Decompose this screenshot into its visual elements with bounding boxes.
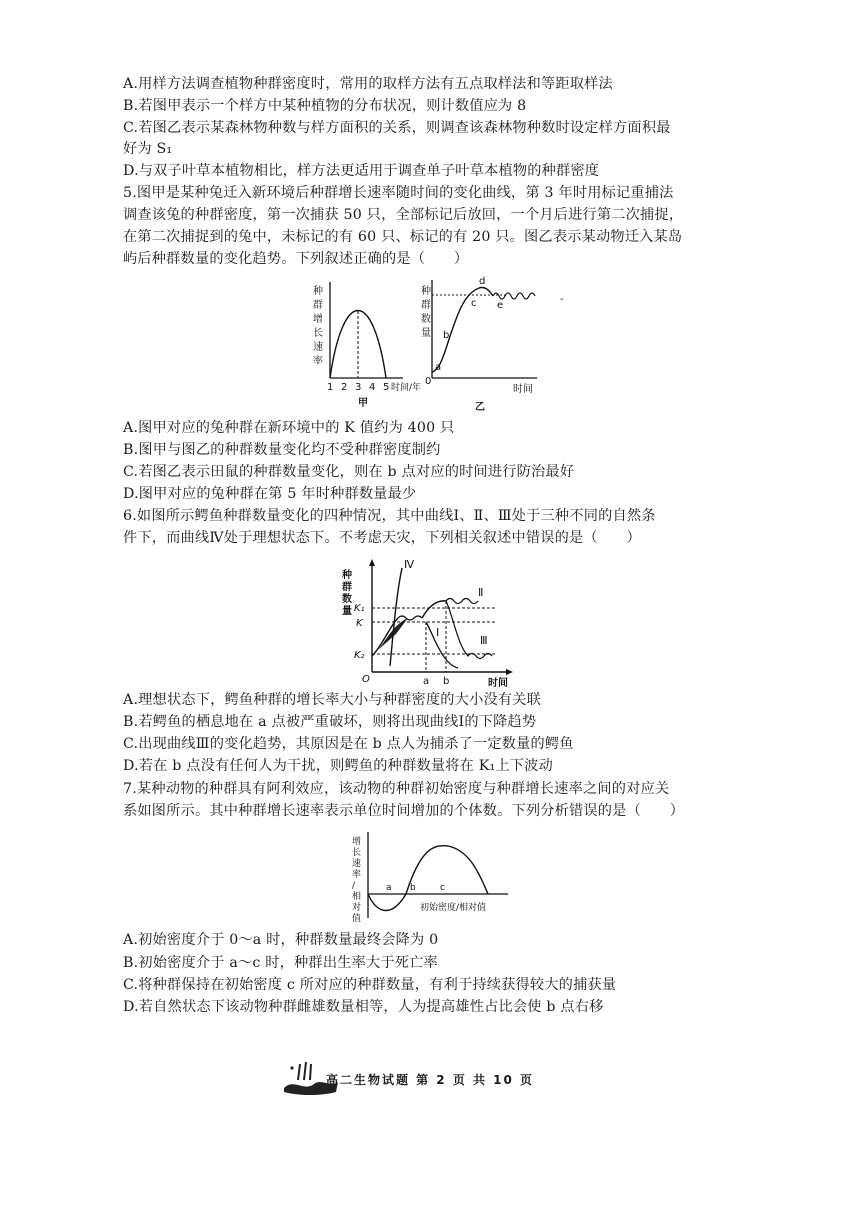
q6-k2-label: K₂	[354, 650, 365, 661]
q7-ylabel-7: 对	[352, 903, 362, 913]
q7-ylabel-8: 值	[352, 914, 362, 924]
q7-option-a: A.初始密度介于 0～a 时，种群数量最终会降为 0	[123, 932, 439, 948]
jia-caption: 甲	[358, 398, 368, 409]
figure-yi	[417, 272, 567, 414]
q5-option-d: D.图甲对应的兔种群在第 5 年时种群数量最少	[123, 486, 417, 502]
figure-jia	[308, 278, 422, 413]
figure-q6-crocodile	[338, 556, 518, 690]
q6-ylabel-3: 数	[342, 594, 352, 605]
yi-caption: 乙	[475, 402, 485, 413]
q6-option-a: A.理想状态下，鳄鱼种群的增长率大小与种群密度的大小没有关联	[123, 692, 542, 708]
yi-xlabel: 时间	[513, 384, 533, 395]
yi-point-d: d	[479, 276, 486, 287]
jia-ylabel-4: 长	[313, 328, 323, 339]
q6-k-label: K	[356, 618, 363, 629]
jia-xlabel: 时间/年	[391, 383, 422, 393]
q7-stem-line2: 系如图所示。其中种群增长速率表示单位时间增加的个体数。下列分析错误的是（ ）	[123, 803, 685, 819]
q6-ylabel-2: 群	[342, 582, 352, 593]
q7-ylabel-6: 相	[352, 892, 362, 902]
jia-ylabel-5: 速	[313, 342, 323, 353]
q5-option-b: B.图甲与图乙的种群数量变化均不受种群密度制约	[123, 442, 441, 458]
yi-stray-mark: -	[560, 294, 564, 305]
yi-point-c: c	[471, 298, 477, 309]
jia-ylabel-1: 种	[313, 286, 323, 297]
q6-option-b: B.若鳄鱼的栖息地在 a 点被严重破坏，则将出现曲线Ⅰ的下降趋势	[123, 714, 537, 730]
q4-option-d: D.与双子叶草本植物相比，样方法更适用于调查单子叶草本植物的种群密度	[123, 163, 600, 179]
q6-curve-4-label: Ⅳ	[404, 558, 415, 571]
jia-tick-2: 2	[341, 382, 348, 393]
q6-option-c: C.出现曲线Ⅲ的变化趋势，其原因是在 b 点人为捕杀了一定数量的鳄鱼	[123, 736, 574, 752]
q6-curve-3-label: Ⅲ	[480, 634, 488, 647]
jia-tick-3: 3	[355, 382, 362, 393]
q5-stem-line3: 在第二次捕捉到的兔中，未标记的有 60 只、标记的有 20 只。图乙表示某动物迁入某岛	[123, 229, 683, 245]
q6-stem-line1: 6.如图所示鳄鱼种群数量变化的四种情况，其中曲线Ⅰ、Ⅱ、Ⅲ处于三种不同的自然条	[123, 508, 656, 524]
yi-ylabel-1: 种	[421, 286, 431, 297]
q4-option-b: B.若图甲表示一个样方中某种植物的分布状况，则计数值应为 8	[123, 98, 527, 114]
yi-point-b: b	[443, 330, 450, 341]
q6-curve-2-label: Ⅱ	[478, 586, 484, 599]
yi-ylabel-3: 数	[421, 314, 431, 325]
q5-option-a: A.图甲对应的兔种群在新环境中的 K 值约为 400 只	[123, 420, 455, 436]
yi-ylabel-4: 量	[421, 328, 431, 339]
q7-ylabel-4: 率	[352, 870, 362, 880]
q7-point-c: c	[440, 883, 445, 893]
yi-point-a: a	[435, 362, 442, 373]
figure-q7-allee	[348, 830, 518, 925]
yi-origin: 0	[425, 376, 432, 387]
jia-ylabel-3: 增	[313, 314, 323, 325]
q5-option-c: C.若图乙表示田鼠的种群数量变化，则在 b 点对应的时间进行防治最好	[123, 464, 575, 480]
q6-tick-a: a	[423, 676, 430, 687]
q5-stem-line2: 调查该兔的种群密度，第一次捕获 50 只，全部标记后放回，一个月后进行第二次捕捉，	[123, 207, 684, 223]
q4-option-c-line1: C.若图乙表示某森林物种数与样方面积的关系，则调查该森林物种数时设定样方面积最	[123, 120, 671, 136]
q7-point-b: b	[410, 883, 416, 893]
q6-tick-b: b	[443, 676, 450, 687]
q6-xlabel: 时间	[488, 678, 508, 689]
q7-ylabel-1: 增	[352, 837, 362, 847]
q4-option-a: A.用样方法调查植物种群密度时，常用的取样方法有五点取样法和等距取样法	[123, 76, 613, 92]
q6-origin: O	[362, 674, 370, 685]
q6-k1-label: K₁	[354, 603, 365, 614]
page-footer: 高二生物试题 第 2 页 共 10 页	[325, 1073, 535, 1087]
q7-point-a: a	[386, 883, 392, 893]
jia-ylabel-2: 群	[313, 300, 323, 311]
jia-tick-5: 5	[383, 382, 390, 393]
jia-tick-4: 4	[369, 382, 376, 393]
q7-option-b: B.初始密度介于 a～c 时，种群出生率大于死亡率	[123, 955, 438, 971]
q6-ylabel-1: 种	[342, 570, 352, 581]
jia-ylabel-6: 率	[313, 356, 323, 367]
yi-ylabel-2: 群	[421, 300, 431, 311]
q7-ylabel-2: 长	[352, 848, 362, 858]
q7-ylabel-5: /	[352, 881, 356, 891]
q7-stem-line1: 7.某种动物的种群具有阿利效应，该动物的种群初始密度与种群增长速率之间的对应关	[123, 781, 670, 797]
q5-stem-line4: 屿后种群数量的变化趋势。下列叙述正确的是（ ）	[123, 251, 469, 267]
q5-stem-line1: 5.图甲是某种兔迁入新环境后种群增长速率随时间的变化曲线，第 3 年时用标记重捕法	[123, 185, 674, 201]
q7-ylabel-3: 速	[352, 859, 362, 869]
q6-option-d: D.若在 b 点没有任何人为干扰，则鳄鱼的种群数量将在 K₁上下波动	[123, 758, 553, 774]
q7-xlabel: 初始密度/相对值	[420, 903, 487, 913]
q6-curve-1-label: Ⅰ	[436, 626, 440, 639]
q7-option-c: C.将种群保持在初始密度 c 所对应的种群数量，有利于持续获得较大的捕获量	[123, 977, 617, 993]
yi-point-e: e	[497, 300, 504, 311]
q6-ylabel-4: 量	[342, 606, 352, 617]
q6-stem-line2: 件下，而曲线Ⅳ处于理想状态下。不考虑天灾，下列相关叙述中错误的是（ ）	[123, 530, 641, 546]
q4-option-c-line2: 好为 S₁	[123, 141, 173, 157]
q7-option-d: D.若自然状态下该动物种群雌雄数量相等，人为提高雄性占比会使 b 点右移	[123, 999, 604, 1015]
jia-tick-1: 1	[327, 382, 334, 393]
